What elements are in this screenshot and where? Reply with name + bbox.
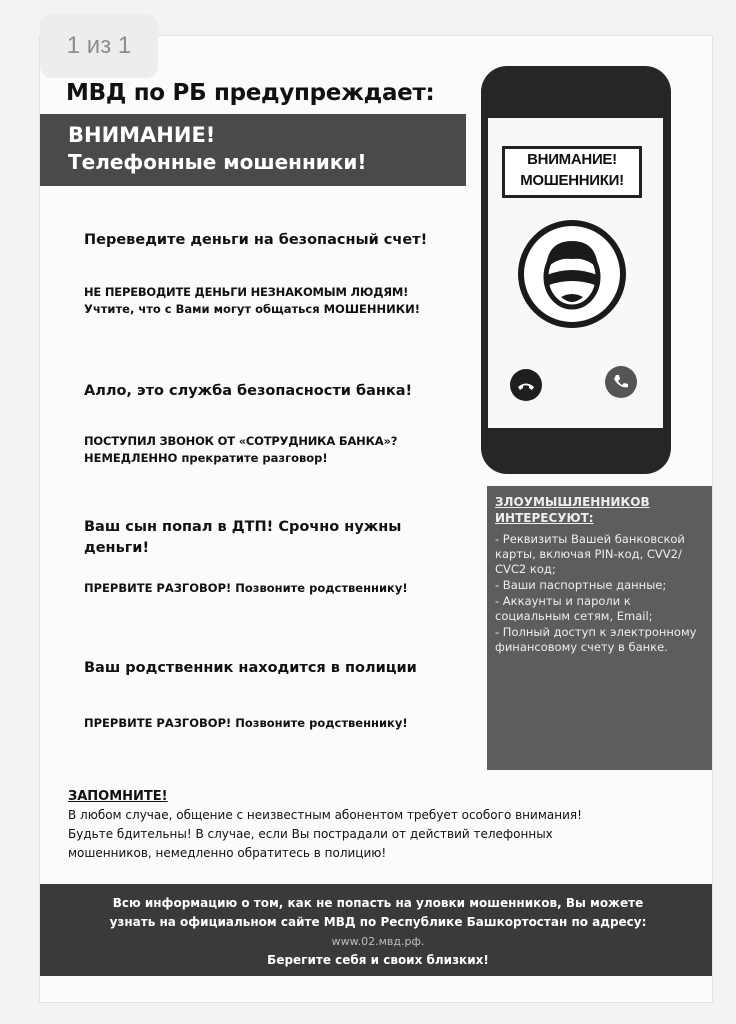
scenario-2-advice bbox=[84, 433, 397, 467]
remember-line-1: В любом случае, общение с неизвестным абонентом требует особого внимания! bbox=[68, 808, 582, 822]
scenario-1-advice bbox=[84, 284, 420, 318]
phone-warning-box bbox=[502, 146, 642, 198]
list-item: - Ваши паспортные данные; bbox=[495, 578, 667, 592]
attention-banner bbox=[40, 114, 466, 186]
criminals-title-line-1: ЗЛОУМЫШЛЕННИКОВ bbox=[495, 495, 650, 509]
phone-warning-line-1: ВНИМАНИЕ! bbox=[527, 151, 617, 168]
scenario-4-advice: ПРЕРВИТЕ РАЗГОВОР! Позвоните родственнику! bbox=[84, 716, 408, 730]
page-indicator: 1 из 1 bbox=[40, 14, 158, 78]
footer-url: www.02.мвд.рф. bbox=[331, 935, 425, 948]
decline-call-icon bbox=[510, 369, 542, 401]
list-item: - Полный доступ к электронному финансовому счету в банке. bbox=[495, 625, 697, 654]
accept-call-icon bbox=[605, 366, 637, 398]
remember-section bbox=[68, 788, 688, 863]
scenario-3-quote bbox=[84, 517, 401, 559]
remember-line-2: Будьте бдительны! В случае, если Вы пострадали от действий телефонных bbox=[68, 827, 553, 841]
remember-title: ЗАПОМНИТЕ! bbox=[68, 789, 168, 804]
scenario-2-advice-line-1: ПОСТУПИЛ ЗВОНОК ОТ «СОТРУДНИКА БАНКА»? bbox=[84, 434, 398, 448]
phone-warning-line-2: МОШЕННИКИ! bbox=[520, 172, 624, 189]
banner-line-2: Телефонные мошенники! bbox=[68, 150, 367, 174]
scenario-3-quote-line-1: Ваш сын попал в ДТП! Срочно нужны bbox=[84, 519, 402, 535]
criminals-title bbox=[495, 494, 703, 526]
scenario-3-advice: ПРЕРВИТЕ РАЗГОВОР! Позвоните родственнику! bbox=[84, 581, 408, 595]
scenario-4-quote: Ваш родственник находится в полиции bbox=[84, 660, 417, 676]
list-item: - Реквизиты Вашей банковской карты, включая PIN-код, CVV2/ CVC2 код; bbox=[495, 532, 685, 576]
page-title: МВД по РБ предупреждает: bbox=[66, 80, 435, 106]
footer-line-2: узнать на официальном сайте МВД по Республике Башкортостан по адресу: bbox=[109, 915, 647, 929]
scenario-1-advice-line-2: Учтите, что с Вами могут общаться МОШЕННИКИ! bbox=[84, 302, 421, 316]
scenario-1-quote: Переведите деньги на безопасный счет! bbox=[84, 232, 428, 248]
scenario-2-quote: Алло, это служба безопасности банка! bbox=[84, 383, 413, 399]
document-page bbox=[40, 36, 712, 1002]
criminals-interest-box bbox=[487, 486, 712, 770]
remember-line-3: мошенников, немедленно обратитесь в полицию! bbox=[68, 846, 387, 860]
footer-closing: Берегите себя и своих близких! bbox=[267, 953, 489, 967]
footer-banner bbox=[40, 884, 712, 976]
banner-line-1: ВНИМАНИЕ! bbox=[68, 123, 216, 147]
masked-face-icon bbox=[517, 219, 627, 329]
scenario-1-advice-line-1: НЕ ПЕРЕВОДИТЕ ДЕНЬГИ НЕЗНАКОМЫМ ЛЮДЯМ! bbox=[84, 285, 409, 299]
scenario-3-quote-line-2: деньги! bbox=[84, 540, 150, 556]
criminals-title-line-2: ИНТЕРЕСУЮТ: bbox=[495, 511, 594, 525]
scenario-2-advice-line-2: НЕМЕДЛЕННО прекратите разговор! bbox=[84, 451, 328, 465]
footer-line-1: Всю информацию о том, как не попасть на уловки мошенников, Вы можете bbox=[112, 896, 644, 910]
list-item: - Аккаунты и пароли к социальным сетям, Email; bbox=[495, 594, 653, 623]
